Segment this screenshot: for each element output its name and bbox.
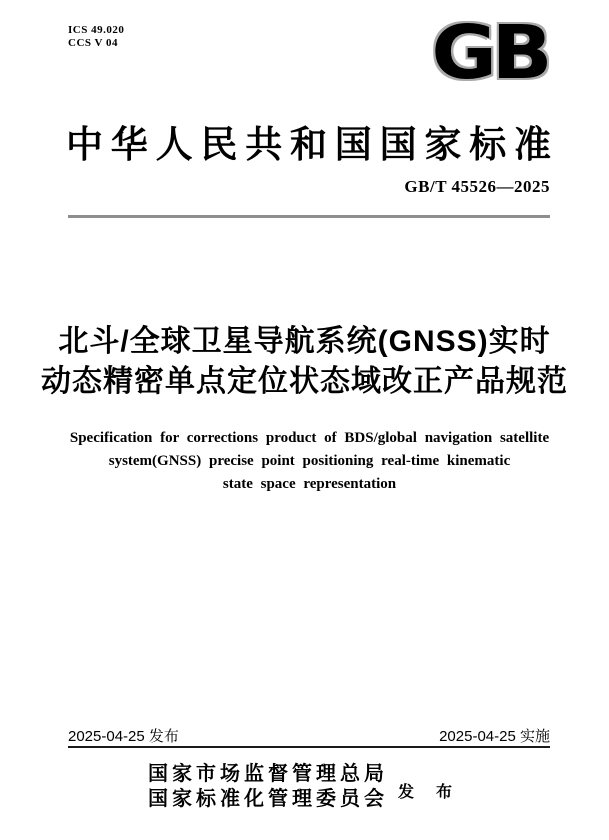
title-chinese-line1: 北斗/全球卫星导航系统(GNSS)实时 <box>58 325 551 358</box>
standard-number: GB/T 45526—2025 <box>404 177 550 196</box>
release-label: 发 布 <box>397 783 461 801</box>
title-chinese-line2: 动态精密单点定位状态域改正产品规范 <box>41 365 568 398</box>
ccs-code: CCS V 04 <box>68 37 119 49</box>
title-chinese <box>0 322 609 402</box>
title-english-line2: system(GNSS) precise point positioning real-time kinematic <box>108 453 511 469</box>
title-english-line1: Specification for corrections product of BDS/global navigation satellite <box>69 430 550 446</box>
issuer-line2: 国家标准化管理委员会 <box>147 788 388 810</box>
issue-date: 2025-04-25 发布 <box>68 728 179 745</box>
issuer-block <box>0 762 609 812</box>
issuer-line1: 国家市场监督管理总局 <box>147 763 388 785</box>
title-english-line3: state space representation <box>222 476 397 492</box>
implementation-date: 2025-04-25 实施 <box>439 728 550 745</box>
classification-codes <box>68 24 124 50</box>
footer-divider <box>68 746 550 748</box>
date-row <box>68 725 550 746</box>
title-english <box>55 427 564 496</box>
ics-code: ICS 49.020 <box>68 24 125 36</box>
issuer-names <box>148 762 388 812</box>
national-standard-banner: 中华人民共和国国家标准 <box>66 125 551 166</box>
header-divider <box>68 215 550 218</box>
gb-logo: GB <box>431 10 547 96</box>
